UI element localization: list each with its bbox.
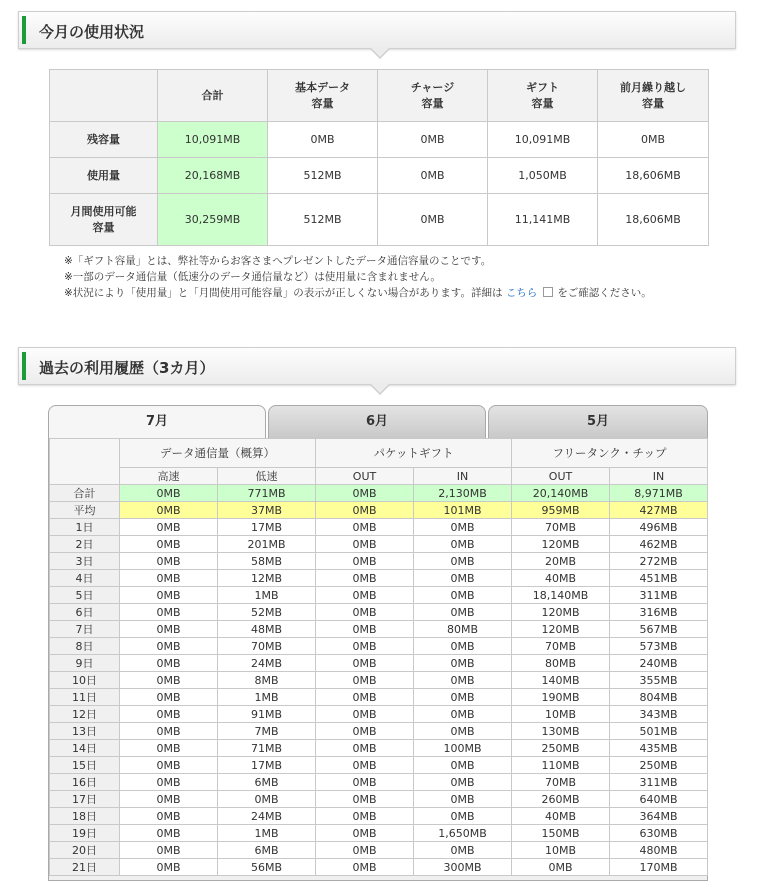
day-label: 9日	[50, 655, 120, 672]
usage-cell: 10,091MB	[158, 122, 268, 158]
history-cell: 630MB	[610, 825, 708, 842]
usage-cell: 0MB	[378, 158, 488, 194]
history-row	[50, 723, 708, 740]
day-label: 4日	[50, 570, 120, 587]
usage-cell: 0MB	[268, 122, 378, 158]
history-cell: 0MB	[120, 723, 218, 740]
group-header-packet-gift: パケットギフト	[316, 439, 512, 468]
history-cell: 0MB	[120, 706, 218, 723]
history-cell: 17MB	[218, 519, 316, 536]
history-cell: 0MB	[120, 621, 218, 638]
history-cell: 40MB	[512, 570, 610, 587]
history-cell: 2,130MB	[414, 485, 512, 502]
day-label: 14日	[50, 740, 120, 757]
history-cell: 17MB	[218, 757, 316, 774]
history-cell: 0MB	[316, 774, 414, 791]
details-link[interactable]: こちら	[505, 287, 538, 299]
history-cell: 56MB	[218, 859, 316, 876]
history-row	[50, 604, 708, 621]
history-cell: 355MB	[610, 672, 708, 689]
history-cell: 0MB	[120, 672, 218, 689]
history-cell: 6MB	[218, 774, 316, 791]
col-header-gift: ギフト 容量	[488, 70, 598, 122]
corner-cell	[50, 439, 120, 485]
usage-cell: 11,141MB	[488, 194, 598, 246]
history-cell: 640MB	[610, 791, 708, 808]
history-cell: 573MB	[610, 638, 708, 655]
history-cell: 480MB	[610, 842, 708, 859]
history-cell: 0MB	[316, 604, 414, 621]
day-label: 16日	[50, 774, 120, 791]
tab-may[interactable]: 5月	[488, 405, 708, 439]
history-cell: 0MB	[120, 638, 218, 655]
history-row	[50, 791, 708, 808]
history-cell: 272MB	[610, 553, 708, 570]
note-line: ※一部のデータ通信量（低速分のデータ通信量など）は使用量に含まれません。	[64, 271, 441, 283]
history-cell: 0MB	[414, 604, 512, 621]
history-cell: 804MB	[610, 689, 708, 706]
history-cell: 240MB	[610, 655, 708, 672]
history-table	[49, 438, 708, 876]
history-panel	[48, 438, 708, 881]
history-cell: 0MB	[414, 808, 512, 825]
subheader-in: IN	[414, 468, 512, 485]
history-cell: 8,971MB	[610, 485, 708, 502]
history-cell: 1MB	[218, 689, 316, 706]
usage-cell: 512MB	[268, 194, 378, 246]
col-header-charge: チャージ 容量	[378, 70, 488, 122]
history-row	[50, 672, 708, 689]
history-cell: 0MB	[120, 570, 218, 587]
history-cell: 1MB	[218, 587, 316, 604]
history-cell: 48MB	[218, 621, 316, 638]
history-row	[50, 536, 708, 553]
history-row	[50, 570, 708, 587]
history-cell: 427MB	[610, 502, 708, 519]
group-header-free-tank: フリータンク・チップ	[512, 439, 708, 468]
history-cell: 130MB	[512, 723, 610, 740]
day-label: 5日	[50, 587, 120, 604]
history-cell: 311MB	[610, 774, 708, 791]
history-cell: 0MB	[316, 553, 414, 570]
history-cell: 0MB	[316, 655, 414, 672]
history-row-average	[50, 502, 708, 519]
row-label: 使用量	[50, 158, 158, 194]
history-cell: 24MB	[218, 808, 316, 825]
history-cell: 0MB	[316, 859, 414, 876]
history-cell: 462MB	[610, 536, 708, 553]
history-cell: 0MB	[414, 842, 512, 859]
history-cell: 7MB	[218, 723, 316, 740]
history-cell: 1,650MB	[414, 825, 512, 842]
usage-cell: 20,168MB	[158, 158, 268, 194]
history-cell: 10MB	[512, 706, 610, 723]
day-label: 12日	[50, 706, 120, 723]
usage-cell: 512MB	[268, 158, 378, 194]
history-cell: 0MB	[120, 587, 218, 604]
history-cell: 300MB	[414, 859, 512, 876]
note-line: ※状況により「使用量」と「月間使用可能容量」の表示が正しくない場合があります。詳細は こちら をご確認ください。	[64, 287, 652, 299]
day-label: 21日	[50, 859, 120, 876]
history-cell: 20MB	[512, 553, 610, 570]
history-cell: 40MB	[512, 808, 610, 825]
month-tabs	[48, 405, 708, 439]
usage-cell: 0MB	[598, 122, 709, 158]
history-row	[50, 553, 708, 570]
history-cell: 0MB	[316, 825, 414, 842]
history-cell: 0MB	[120, 740, 218, 757]
history-row	[50, 825, 708, 842]
day-label: 18日	[50, 808, 120, 825]
history-cell: 0MB	[316, 638, 414, 655]
history-cell: 567MB	[610, 621, 708, 638]
subheader-out: OUT	[512, 468, 610, 485]
history-row	[50, 808, 708, 825]
history-cell: 0MB	[120, 485, 218, 502]
history-cell: 18,140MB	[512, 587, 610, 604]
history-cell: 37MB	[218, 502, 316, 519]
usage-cell: 18,606MB	[598, 158, 709, 194]
history-cell: 0MB	[414, 587, 512, 604]
history-cell: 501MB	[610, 723, 708, 740]
history-cell: 10MB	[512, 842, 610, 859]
section-accent-bar	[22, 16, 26, 44]
history-cell: 0MB	[316, 672, 414, 689]
history-cell: 0MB	[120, 604, 218, 621]
history-cell: 190MB	[512, 689, 610, 706]
history-cell: 0MB	[316, 723, 414, 740]
history-cell: 0MB	[316, 791, 414, 808]
history-cell: 496MB	[610, 519, 708, 536]
history-cell: 170MB	[610, 859, 708, 876]
history-cell: 0MB	[316, 689, 414, 706]
history-cell: 0MB	[414, 723, 512, 740]
history-cell: 311MB	[610, 587, 708, 604]
day-label: 11日	[50, 689, 120, 706]
usage-cell: 1,050MB	[488, 158, 598, 194]
history-cell: 0MB	[316, 519, 414, 536]
history-cell: 316MB	[610, 604, 708, 621]
history-cell: 0MB	[120, 502, 218, 519]
history-cell: 120MB	[512, 536, 610, 553]
history-cell: 250MB	[512, 740, 610, 757]
day-label: 平均	[50, 502, 120, 519]
history-row	[50, 519, 708, 536]
history-cell: 120MB	[512, 604, 610, 621]
usage-cell: 0MB	[378, 194, 488, 246]
history-cell: 70MB	[218, 638, 316, 655]
history-cell: 20,140MB	[512, 485, 610, 502]
tab-june[interactable]: 6月	[268, 405, 486, 439]
day-label: 17日	[50, 791, 120, 808]
usage-cell: 0MB	[378, 122, 488, 158]
usage-cell: 10,091MB	[488, 122, 598, 158]
history-cell: 52MB	[218, 604, 316, 621]
history-cell: 120MB	[512, 621, 610, 638]
history-cell: 0MB	[414, 536, 512, 553]
history-cell: 140MB	[512, 672, 610, 689]
col-header-basic: 基本データ 容量	[268, 70, 378, 122]
day-label: 19日	[50, 825, 120, 842]
usage-cell: 30,259MB	[158, 194, 268, 246]
day-label: 15日	[50, 757, 120, 774]
history-cell: 0MB	[316, 706, 414, 723]
history-cell: 150MB	[512, 825, 610, 842]
group-header-data: データ通信量（概算）	[120, 439, 316, 468]
subheader-low-speed: 低速	[218, 468, 316, 485]
history-cell: 0MB	[120, 842, 218, 859]
history-cell: 959MB	[512, 502, 610, 519]
history-cell: 0MB	[316, 757, 414, 774]
subheader-out: OUT	[316, 468, 414, 485]
section-header-current-usage	[18, 11, 736, 49]
history-cell: 0MB	[120, 808, 218, 825]
day-label: 合計	[50, 485, 120, 502]
history-cell: 435MB	[610, 740, 708, 757]
current-usage-table	[49, 69, 709, 246]
history-cell: 0MB	[120, 825, 218, 842]
note-line: ※「ギフト容量」とは、弊社等からお客さまへプレゼントしたデータ通信容量のことです。	[64, 255, 492, 267]
tab-july[interactable]: 7月	[48, 405, 266, 441]
history-cell: 1MB	[218, 825, 316, 842]
history-cell: 110MB	[512, 757, 610, 774]
usage-row	[50, 122, 709, 158]
history-cell: 0MB	[316, 536, 414, 553]
history-cell: 0MB	[316, 485, 414, 502]
history-cell: 0MB	[414, 791, 512, 808]
col-header-carryover: 前月繰り越し 容量	[598, 70, 709, 122]
history-cell: 343MB	[610, 706, 708, 723]
col-header-total: 合計	[158, 70, 268, 122]
history-cell: 80MB	[512, 655, 610, 672]
history-cell: 0MB	[316, 842, 414, 859]
history-cell: 71MB	[218, 740, 316, 757]
day-label: 6日	[50, 604, 120, 621]
history-cell: 771MB	[218, 485, 316, 502]
history-cell: 0MB	[414, 570, 512, 587]
history-cell: 80MB	[414, 621, 512, 638]
day-label: 13日	[50, 723, 120, 740]
history-cell: 201MB	[218, 536, 316, 553]
history-cell: 0MB	[414, 706, 512, 723]
history-cell: 0MB	[414, 672, 512, 689]
history-cell: 0MB	[414, 638, 512, 655]
history-cell: 8MB	[218, 672, 316, 689]
history-cell: 0MB	[414, 553, 512, 570]
row-label: 残容量	[50, 122, 158, 158]
external-window-icon	[543, 287, 553, 297]
day-label: 3日	[50, 553, 120, 570]
corner-cell	[50, 70, 158, 122]
day-label: 2日	[50, 536, 120, 553]
history-row-total	[50, 485, 708, 502]
history-cell: 0MB	[316, 570, 414, 587]
history-cell: 0MB	[414, 519, 512, 536]
history-cell: 364MB	[610, 808, 708, 825]
usage-row	[50, 158, 709, 194]
history-cell: 100MB	[414, 740, 512, 757]
usage-notes	[64, 253, 652, 301]
history-cell: 12MB	[218, 570, 316, 587]
history-cell: 24MB	[218, 655, 316, 672]
history-cell: 260MB	[512, 791, 610, 808]
row-label: 月間使用可能 容量	[50, 194, 158, 246]
history-cell: 0MB	[120, 655, 218, 672]
history-cell: 0MB	[316, 587, 414, 604]
history-row	[50, 689, 708, 706]
history-cell: 0MB	[414, 774, 512, 791]
history-cell: 0MB	[120, 553, 218, 570]
usage-row	[50, 194, 709, 246]
history-row	[50, 859, 708, 876]
history-cell: 451MB	[610, 570, 708, 587]
section-accent-bar	[22, 352, 26, 380]
history-cell: 0MB	[316, 502, 414, 519]
history-cell: 0MB	[316, 808, 414, 825]
history-cell: 250MB	[610, 757, 708, 774]
day-label: 10日	[50, 672, 120, 689]
history-row	[50, 587, 708, 604]
history-row	[50, 842, 708, 859]
history-cell: 0MB	[414, 655, 512, 672]
history-cell: 0MB	[316, 740, 414, 757]
history-cell: 101MB	[414, 502, 512, 519]
subheader-high-speed: 高速	[120, 468, 218, 485]
history-cell: 70MB	[512, 638, 610, 655]
section-title: 今月の使用状況	[39, 23, 145, 41]
history-row	[50, 655, 708, 672]
history-cell: 0MB	[414, 689, 512, 706]
history-row	[50, 774, 708, 791]
history-cell: 70MB	[512, 519, 610, 536]
history-row	[50, 621, 708, 638]
history-cell: 0MB	[120, 536, 218, 553]
day-label: 20日	[50, 842, 120, 859]
history-cell: 91MB	[218, 706, 316, 723]
history-row	[50, 638, 708, 655]
history-row	[50, 757, 708, 774]
history-cell: 70MB	[512, 774, 610, 791]
day-label: 8日	[50, 638, 120, 655]
history-cell: 0MB	[414, 757, 512, 774]
history-row	[50, 706, 708, 723]
history-cell: 0MB	[120, 519, 218, 536]
day-label: 7日	[50, 621, 120, 638]
history-row	[50, 740, 708, 757]
section-header-history	[18, 347, 736, 385]
subheader-in: IN	[610, 468, 708, 485]
history-cell: 0MB	[218, 791, 316, 808]
day-label: 1日	[50, 519, 120, 536]
history-cell: 0MB	[120, 689, 218, 706]
history-cell: 0MB	[120, 791, 218, 808]
history-cell: 0MB	[512, 859, 610, 876]
history-cell: 0MB	[120, 757, 218, 774]
history-cell: 0MB	[120, 774, 218, 791]
section-title: 過去の利用履歴（3カ月）	[39, 359, 215, 377]
history-cell: 58MB	[218, 553, 316, 570]
history-cell: 6MB	[218, 842, 316, 859]
usage-cell: 18,606MB	[598, 194, 709, 246]
history-cell: 0MB	[120, 859, 218, 876]
history-cell: 0MB	[316, 621, 414, 638]
